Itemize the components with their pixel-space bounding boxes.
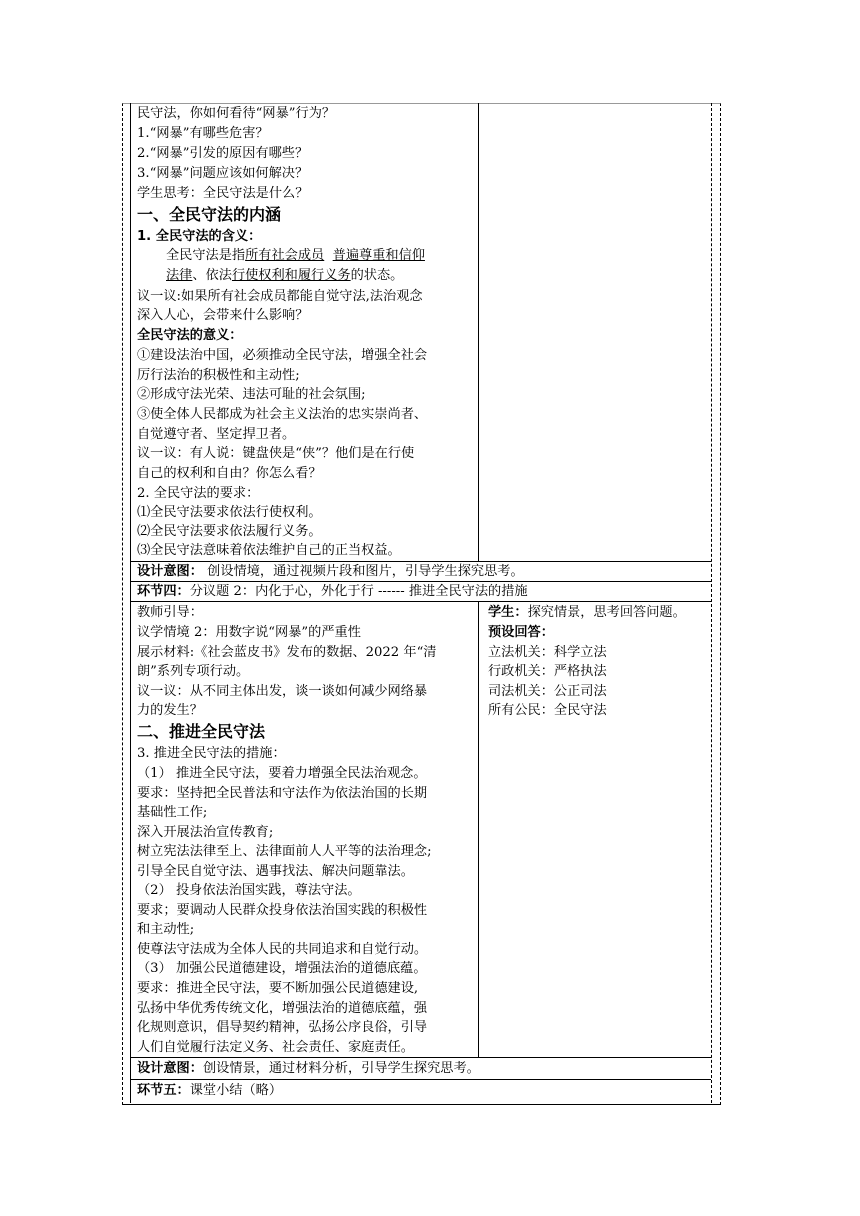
text-line: ⑴全民守法要求依法行使权利。 [137, 505, 322, 520]
row-line [130, 1057, 711, 1058]
question-line: 3.“网暴”问题应该如何解决？ [137, 166, 309, 181]
text-line: 和主动性; [137, 922, 195, 937]
table-inner-right-line [711, 103, 712, 1103]
text-line: 自觉遵守者、坚定捍卫者。 [137, 427, 296, 442]
design-intent-label: 设计意图： [137, 1061, 203, 1076]
definition-text: 、依法 [192, 268, 232, 283]
design-intent-text: 创设情景，通过材料分析，引导学生探究思考。 [202, 1061, 480, 1076]
text-line: 基础性工作; [137, 805, 208, 820]
text-line: （2） 投身依法治国实践，尊法守法。 [137, 883, 361, 898]
text-line: 厉行法治的积极性和主动性; [137, 368, 300, 383]
student-text: 探究情景，思考回答问题。 [527, 605, 686, 620]
column-divider-bottom [478, 601, 479, 1057]
step-label: 环节五： [137, 1083, 190, 1098]
text-line: 朗”系列专项行动。 [137, 664, 250, 679]
text-line: 引导全民自觉守法、遇事找法、解决问题靠法。 [137, 864, 414, 879]
text-line: 化规则意识，倡导契约精神，弘扬公序良俗，引导 [137, 1020, 428, 1035]
text-line: ⑵全民守法要求依法履行义务。 [137, 524, 322, 539]
definition-line-2 [166, 266, 403, 285]
underlined-term: 所有社会成员 [245, 248, 325, 263]
column-divider-top [478, 103, 479, 561]
student-label: 学生： [488, 605, 528, 620]
underlined-term: 法律 [166, 268, 193, 283]
preset-answer: 所有公民：全民守法 [488, 703, 607, 718]
step-text: 课堂小结（略） [189, 1083, 283, 1098]
row-line [130, 1079, 711, 1080]
discussion-line: 深入人心，会带来什么影响？ [137, 308, 309, 323]
subheading: 全民守法的意义： [137, 328, 243, 343]
table-inner-left-line [130, 103, 131, 1103]
preset-answer-title: 预设回答： [488, 625, 554, 640]
text-line: 议一议：从不同主体出发，谈一谈如何减少网络暴 [137, 684, 428, 699]
step-text: 分议题 2：内化于心，外化于行 ------ 推进全民守法的措施 [189, 584, 528, 599]
text-line: （1） 推进全民守法，要着力增强全民法治观念。 [137, 766, 427, 781]
design-intent-label: 设计意图： [137, 564, 203, 579]
text-line: 力的发生？ [137, 703, 203, 718]
preset-answer: 行政机关：严格执法 [488, 664, 607, 679]
question-line: 1.“网暴”有哪些危害？ [137, 126, 269, 141]
text-line: 人们自觉履行法定义务、社会责任、家庭责任。 [137, 1040, 414, 1055]
text-line: 使尊法守法成为全体人民的共同追求和自觉行动。 [137, 942, 428, 957]
definition-text: 全民守法是指 [166, 248, 246, 263]
step-five-row [137, 1081, 282, 1100]
section-heading: 一、全民守法的内涵 [137, 205, 282, 224]
row-line [130, 601, 711, 602]
section-heading: 二、推进全民守法 [137, 722, 266, 741]
text-line: 议学情境 2：用数字说“网暴”的严重性 [137, 625, 361, 640]
text-line: 要求：推进全民守法，要不断加强公民道德建设, [137, 981, 419, 996]
text-line: 要求：坚持把全民普法和守法作为依法治国的长期 [137, 786, 428, 801]
text-line: 深入开展法治宣传教育; [137, 825, 274, 840]
definition-text: 的状态。 [350, 268, 404, 283]
text-line: 民守法，你如何看待“网暴”行为？ [137, 106, 336, 121]
text-line: 学生思考：全民守法是什么？ [137, 186, 309, 201]
text-line: 教师引导： [137, 605, 203, 620]
text-line: 展示材料:《社会蓝皮书》发布的数据、2022 年“清 [137, 645, 437, 660]
text-line: 议一议：有人说：键盘侠是“侠”？他们是在行使 [137, 446, 415, 461]
discussion-line: 议一议:如果所有社会成员都能自觉守法,法治观念 [137, 289, 423, 304]
definition-line-1 [166, 246, 425, 265]
text-line: 自己的权利和自由？你怎么看？ [137, 466, 322, 481]
text-line: 2. 全民守法的要求： [137, 486, 260, 501]
text-line: 要求；要调动人民群众投身依法治国实践的积极性 [137, 903, 428, 918]
text-line: ⑶全民守法意味着依法维护自己的正当权益。 [137, 543, 401, 558]
text-line: （3） 加强公民道德建设，增强法治的道德底蕴。 [137, 961, 427, 976]
student-activity [488, 603, 686, 622]
underlined-term: 行使权利和履行义务 [231, 268, 351, 283]
text-line: ①建设法治中国，必须推动全民守法，增强全社会 [137, 348, 428, 363]
text-line: ②形成守法光荣、违法可耻的社会氛围; [137, 387, 366, 402]
step-four-row [137, 582, 528, 601]
preset-answer: 司法机关：公正司法 [488, 684, 607, 699]
subheading: 1. 全民守法的含义： [137, 229, 262, 244]
design-intent-row [137, 562, 524, 581]
design-intent-text: 创设情境，通过视频片段和图片，引导学生探究思考。 [202, 564, 524, 579]
text-line: ③使全体人民都成为社会主义法治的忠实崇尚者、 [137, 407, 428, 422]
question-line: 2.“网暴”引发的原因有哪些？ [137, 146, 309, 161]
preset-answer: 立法机关：科学立法 [488, 645, 607, 660]
design-intent-row [137, 1059, 480, 1078]
step-label: 环节四： [137, 584, 190, 599]
text-line: 3. 推进全民守法的措施： [137, 746, 286, 761]
underlined-term: 普遍尊重和信仰 [332, 248, 425, 263]
text-line: 弘扬中华优秀传统文化，增强法治的道德底蕴，强 [137, 1001, 428, 1016]
text-line: 树立宪法法律至上、法律面前人人平等的法治理念; [137, 844, 432, 859]
